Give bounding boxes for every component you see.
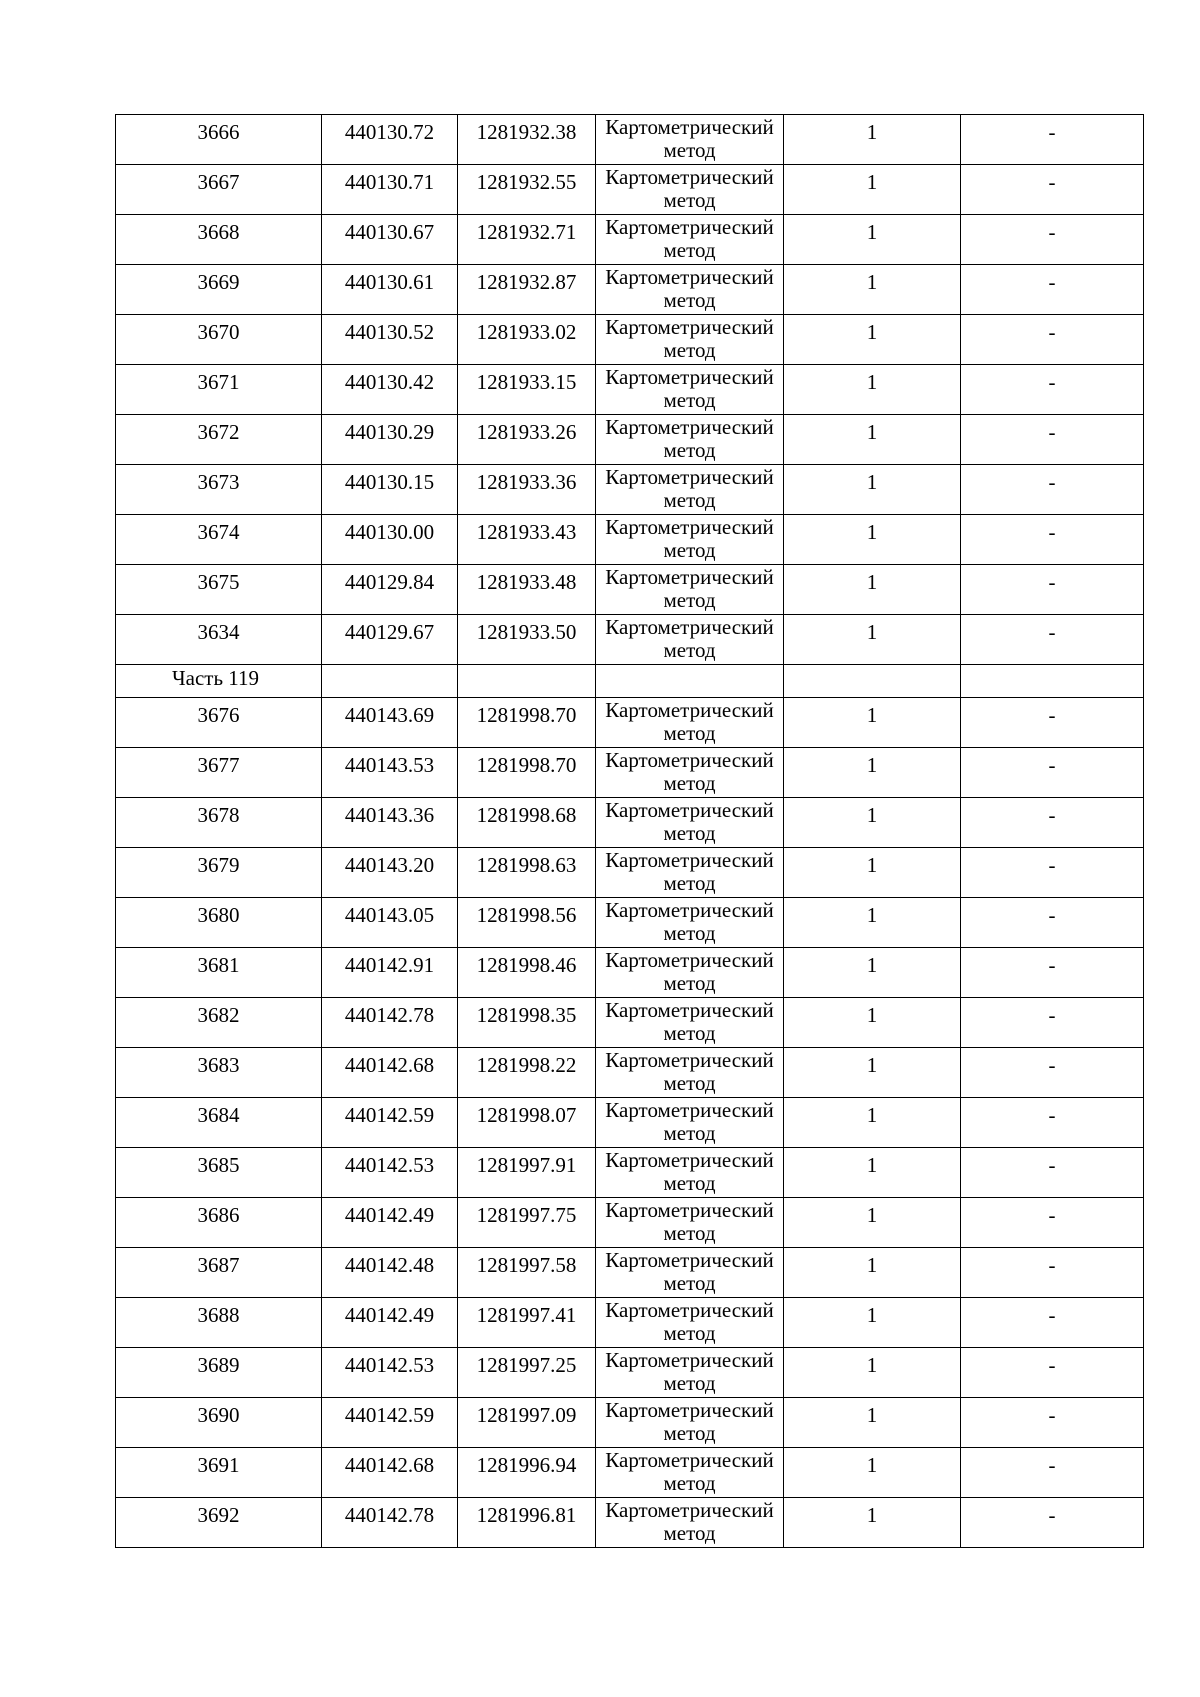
point-number-cell: 3688: [116, 1298, 322, 1348]
method-text-line: метод: [663, 238, 716, 262]
method-cell: [596, 1248, 784, 1298]
note-cell: -: [961, 1398, 1144, 1448]
method-text-line: метод: [663, 388, 716, 412]
x-coordinate-cell: 440143.36: [322, 798, 458, 848]
note-cell: -: [961, 1198, 1144, 1248]
method-text-line: метод: [663, 871, 716, 895]
method-text-line: метод: [663, 971, 716, 995]
note-cell: -: [961, 215, 1144, 265]
method-cell: [596, 215, 784, 265]
accuracy-cell: 1: [784, 515, 961, 565]
note-cell: -: [961, 898, 1144, 948]
table-row: [116, 1248, 1144, 1298]
y-coordinate-cell: 1281933.43: [458, 515, 596, 565]
x-coordinate-cell: 440130.00: [322, 515, 458, 565]
method-text-line: метод: [663, 1171, 716, 1195]
table-row: [116, 315, 1144, 365]
method-cell: [596, 1498, 784, 1548]
part-label: Часть 119: [116, 665, 322, 698]
method-text-line: Картометрический: [605, 948, 774, 972]
method-text-line: Картометрический: [605, 1498, 774, 1522]
method-cell: [596, 115, 784, 165]
y-coordinate-cell: 1281998.22: [458, 1048, 596, 1098]
y-coordinate-cell: 1281997.58: [458, 1248, 596, 1298]
note-cell: -: [961, 265, 1144, 315]
note-cell: -: [961, 565, 1144, 615]
y-coordinate-cell: 1281997.91: [458, 1148, 596, 1198]
method-text-line: метод: [663, 438, 716, 462]
table-row: [116, 1148, 1144, 1198]
x-coordinate-cell: 440143.53: [322, 748, 458, 798]
point-number-cell: 3669: [116, 265, 322, 315]
table-row: [116, 365, 1144, 415]
point-number-cell: 3686: [116, 1198, 322, 1248]
note-cell: -: [961, 1448, 1144, 1498]
table-row: [116, 615, 1144, 665]
table-row: [116, 898, 1144, 948]
table-row: [116, 998, 1144, 1048]
y-coordinate-cell: 1281997.09: [458, 1398, 596, 1448]
method-text-line: Картометрический: [605, 1348, 774, 1372]
x-coordinate-cell: 440142.78: [322, 1498, 458, 1548]
table-row: [116, 565, 1144, 615]
x-coordinate-cell: 440142.68: [322, 1448, 458, 1498]
method-text-line: метод: [663, 1321, 716, 1345]
x-coordinate-cell: 440130.67: [322, 215, 458, 265]
table-row: [116, 1448, 1144, 1498]
accuracy-cell: 1: [784, 1048, 961, 1098]
y-coordinate-cell: 1281933.48: [458, 565, 596, 615]
note-cell: -: [961, 1248, 1144, 1298]
method-text-line: метод: [663, 821, 716, 845]
method-text-line: метод: [663, 138, 716, 162]
point-number-cell: 3667: [116, 165, 322, 215]
point-number-cell: 3690: [116, 1398, 322, 1448]
note-cell: -: [961, 948, 1144, 998]
table-row: [116, 1098, 1144, 1148]
x-coordinate-cell: 440130.61: [322, 265, 458, 315]
y-coordinate-cell: 1281997.25: [458, 1348, 596, 1398]
x-coordinate-cell: 440130.29: [322, 415, 458, 465]
method-text-line: метод: [663, 1521, 716, 1545]
method-text-line: Картометрический: [605, 1298, 774, 1322]
table-row: [116, 165, 1144, 215]
table-row: [116, 948, 1144, 998]
method-text-line: Картометрический: [605, 1198, 774, 1222]
y-coordinate-cell: 1281996.94: [458, 1448, 596, 1498]
accuracy-cell: 1: [784, 1148, 961, 1198]
method-cell: [596, 465, 784, 515]
empty-cell: [784, 665, 961, 698]
method-text-line: метод: [663, 1121, 716, 1145]
method-cell: [596, 315, 784, 365]
accuracy-cell: 1: [784, 165, 961, 215]
table-row: [116, 265, 1144, 315]
method-text-line: метод: [663, 288, 716, 312]
accuracy-cell: 1: [784, 1098, 961, 1148]
y-coordinate-cell: 1281998.68: [458, 798, 596, 848]
y-coordinate-cell: 1281932.55: [458, 165, 596, 215]
note-cell: -: [961, 1148, 1144, 1198]
x-coordinate-cell: 440142.91: [322, 948, 458, 998]
x-coordinate-cell: 440130.52: [322, 315, 458, 365]
accuracy-cell: 1: [784, 215, 961, 265]
point-number-cell: 3671: [116, 365, 322, 415]
table-row: [116, 1298, 1144, 1348]
method-text-line: метод: [663, 538, 716, 562]
accuracy-cell: 1: [784, 1348, 961, 1398]
method-cell: [596, 265, 784, 315]
method-cell: [596, 165, 784, 215]
method-text-line: метод: [663, 1471, 716, 1495]
y-coordinate-cell: 1281998.70: [458, 698, 596, 748]
method-cell: [596, 898, 784, 948]
point-number-cell: 3692: [116, 1498, 322, 1548]
method-text-line: Картометрический: [605, 615, 774, 639]
y-coordinate-cell: 1281998.70: [458, 748, 596, 798]
method-text-line: метод: [663, 771, 716, 795]
y-coordinate-cell: 1281933.02: [458, 315, 596, 365]
accuracy-cell: 1: [784, 1498, 961, 1548]
y-coordinate-cell: 1281998.56: [458, 898, 596, 948]
point-number-cell: 3668: [116, 215, 322, 265]
table-row: [116, 698, 1144, 748]
x-coordinate-cell: 440142.53: [322, 1148, 458, 1198]
accuracy-cell: 1: [784, 265, 961, 315]
method-text-line: метод: [663, 721, 716, 745]
y-coordinate-cell: 1281998.07: [458, 1098, 596, 1148]
method-text-line: Картометрический: [605, 115, 774, 139]
y-coordinate-cell: 1281998.63: [458, 848, 596, 898]
empty-cell: [322, 665, 458, 698]
method-cell: [596, 1298, 784, 1348]
note-cell: -: [961, 1298, 1144, 1348]
table-row: [116, 798, 1144, 848]
table-row: [116, 1348, 1144, 1398]
method-text-line: метод: [663, 1021, 716, 1045]
method-text-line: метод: [663, 921, 716, 945]
method-cell: [596, 748, 784, 798]
point-number-cell: 3676: [116, 698, 322, 748]
method-cell: [596, 365, 784, 415]
point-number-cell: 3689: [116, 1348, 322, 1398]
method-text-line: Картометрический: [605, 215, 774, 239]
point-number-cell: 3683: [116, 1048, 322, 1098]
x-coordinate-cell: 440142.48: [322, 1248, 458, 1298]
method-text-line: метод: [663, 188, 716, 212]
method-cell: [596, 798, 784, 848]
method-text-line: метод: [663, 1421, 716, 1445]
point-number-cell: 3687: [116, 1248, 322, 1298]
point-number-cell: 3672: [116, 415, 322, 465]
note-cell: -: [961, 798, 1144, 848]
table-row: [116, 515, 1144, 565]
method-text-line: Картометрический: [605, 1248, 774, 1272]
method-text-line: метод: [663, 1221, 716, 1245]
table-row: [116, 1048, 1144, 1098]
x-coordinate-cell: 440142.59: [322, 1098, 458, 1148]
note-cell: -: [961, 415, 1144, 465]
method-text-line: Картометрический: [605, 748, 774, 772]
x-coordinate-cell: 440130.15: [322, 465, 458, 515]
point-number-cell: 3666: [116, 115, 322, 165]
x-coordinate-cell: 440143.05: [322, 898, 458, 948]
table-row: [116, 415, 1144, 465]
method-text-line: Картометрический: [605, 415, 774, 439]
empty-cell: [458, 665, 596, 698]
part-header-row: [116, 665, 1144, 698]
accuracy-cell: 1: [784, 798, 961, 848]
table-row: [116, 1198, 1144, 1248]
method-cell: [596, 1448, 784, 1498]
method-cell: [596, 1348, 784, 1398]
method-text-line: метод: [663, 338, 716, 362]
y-coordinate-cell: 1281933.26: [458, 415, 596, 465]
method-text-line: Картометрический: [605, 1398, 774, 1422]
note-cell: -: [961, 998, 1144, 1048]
accuracy-cell: 1: [784, 565, 961, 615]
method-cell: [596, 1048, 784, 1098]
x-coordinate-cell: 440142.68: [322, 1048, 458, 1098]
x-coordinate-cell: 440142.49: [322, 1298, 458, 1348]
empty-cell: [596, 665, 784, 698]
point-number-cell: 3677: [116, 748, 322, 798]
method-text-line: Картометрический: [605, 698, 774, 722]
coordinates-table-body: [116, 115, 1144, 1548]
method-text-line: Картометрический: [605, 848, 774, 872]
method-text-line: Картометрический: [605, 1048, 774, 1072]
point-number-cell: 3678: [116, 798, 322, 848]
x-coordinate-cell: 440129.84: [322, 565, 458, 615]
method-text-line: метод: [663, 1271, 716, 1295]
table-row: [116, 115, 1144, 165]
method-text-line: метод: [663, 588, 716, 612]
point-number-cell: 3673: [116, 465, 322, 515]
method-cell: [596, 615, 784, 665]
x-coordinate-cell: 440130.42: [322, 365, 458, 415]
coordinates-table: [115, 114, 1144, 1548]
point-number-cell: 3682: [116, 998, 322, 1048]
method-cell: [596, 1098, 784, 1148]
point-number-cell: 3679: [116, 848, 322, 898]
accuracy-cell: 1: [784, 848, 961, 898]
point-number-cell: 3681: [116, 948, 322, 998]
method-text-line: метод: [663, 638, 716, 662]
y-coordinate-cell: 1281998.35: [458, 998, 596, 1048]
y-coordinate-cell: 1281997.75: [458, 1198, 596, 1248]
accuracy-cell: 1: [784, 1198, 961, 1248]
method-cell: [596, 698, 784, 748]
accuracy-cell: 1: [784, 1398, 961, 1448]
method-text-line: Картометрический: [605, 265, 774, 289]
x-coordinate-cell: 440142.59: [322, 1398, 458, 1448]
y-coordinate-cell: 1281932.71: [458, 215, 596, 265]
y-coordinate-cell: 1281932.87: [458, 265, 596, 315]
method-cell: [596, 948, 784, 998]
accuracy-cell: 1: [784, 1448, 961, 1498]
y-coordinate-cell: 1281933.50: [458, 615, 596, 665]
table-row: [116, 215, 1144, 265]
point-number-cell: 3680: [116, 898, 322, 948]
table-row: [116, 1398, 1144, 1448]
table-row: [116, 848, 1144, 898]
y-coordinate-cell: 1281932.38: [458, 115, 596, 165]
x-coordinate-cell: 440142.53: [322, 1348, 458, 1398]
note-cell: -: [961, 115, 1144, 165]
x-coordinate-cell: 440130.71: [322, 165, 458, 215]
y-coordinate-cell: 1281933.36: [458, 465, 596, 515]
accuracy-cell: 1: [784, 115, 961, 165]
method-text-line: Картометрический: [605, 798, 774, 822]
x-coordinate-cell: 440142.49: [322, 1198, 458, 1248]
x-coordinate-cell: 440143.69: [322, 698, 458, 748]
note-cell: -: [961, 165, 1144, 215]
method-text-line: Картометрический: [605, 315, 774, 339]
point-number-cell: 3675: [116, 565, 322, 615]
x-coordinate-cell: 440143.20: [322, 848, 458, 898]
accuracy-cell: 1: [784, 698, 961, 748]
accuracy-cell: 1: [784, 748, 961, 798]
accuracy-cell: 1: [784, 415, 961, 465]
table-row: [116, 748, 1144, 798]
method-text-line: Картометрический: [605, 1098, 774, 1122]
accuracy-cell: 1: [784, 1298, 961, 1348]
method-text-line: Картометрический: [605, 998, 774, 1022]
empty-cell: [961, 665, 1144, 698]
accuracy-cell: 1: [784, 465, 961, 515]
y-coordinate-cell: 1281997.41: [458, 1298, 596, 1348]
accuracy-cell: 1: [784, 365, 961, 415]
method-cell: [596, 415, 784, 465]
method-cell: [596, 515, 784, 565]
note-cell: -: [961, 315, 1144, 365]
x-coordinate-cell: 440142.78: [322, 998, 458, 1048]
accuracy-cell: 1: [784, 315, 961, 365]
method-text-line: метод: [663, 1371, 716, 1395]
point-number-cell: 3691: [116, 1448, 322, 1498]
method-text-line: Картометрический: [605, 1148, 774, 1172]
method-cell: [596, 998, 784, 1048]
note-cell: -: [961, 848, 1144, 898]
table-row: [116, 465, 1144, 515]
note-cell: -: [961, 515, 1144, 565]
note-cell: -: [961, 1498, 1144, 1548]
accuracy-cell: 1: [784, 615, 961, 665]
note-cell: -: [961, 365, 1144, 415]
method-text-line: Картометрический: [605, 165, 774, 189]
x-coordinate-cell: 440129.67: [322, 615, 458, 665]
point-number-cell: 3684: [116, 1098, 322, 1148]
y-coordinate-cell: 1281996.81: [458, 1498, 596, 1548]
accuracy-cell: 1: [784, 948, 961, 998]
point-number-cell: 3685: [116, 1148, 322, 1198]
method-text-line: Картометрический: [605, 515, 774, 539]
method-text-line: Картометрический: [605, 898, 774, 922]
note-cell: -: [961, 615, 1144, 665]
accuracy-cell: 1: [784, 898, 961, 948]
point-number-cell: 3670: [116, 315, 322, 365]
note-cell: -: [961, 1348, 1144, 1398]
method-cell: [596, 1148, 784, 1198]
note-cell: -: [961, 698, 1144, 748]
method-text-line: Картометрический: [605, 1448, 774, 1472]
method-cell: [596, 565, 784, 615]
note-cell: -: [961, 748, 1144, 798]
method-text-line: Картометрический: [605, 365, 774, 389]
y-coordinate-cell: 1281998.46: [458, 948, 596, 998]
method-text-line: метод: [663, 488, 716, 512]
method-text-line: метод: [663, 1071, 716, 1095]
note-cell: -: [961, 465, 1144, 515]
accuracy-cell: 1: [784, 1248, 961, 1298]
method-cell: [596, 848, 784, 898]
x-coordinate-cell: 440130.72: [322, 115, 458, 165]
y-coordinate-cell: 1281933.15: [458, 365, 596, 415]
note-cell: -: [961, 1098, 1144, 1148]
method-text-line: Картометрический: [605, 565, 774, 589]
point-number-cell: 3674: [116, 515, 322, 565]
method-cell: [596, 1398, 784, 1448]
accuracy-cell: 1: [784, 998, 961, 1048]
method-text-line: Картометрический: [605, 465, 774, 489]
method-cell: [596, 1198, 784, 1248]
table-row: [116, 1498, 1144, 1548]
note-cell: -: [961, 1048, 1144, 1098]
point-number-cell: 3634: [116, 615, 322, 665]
